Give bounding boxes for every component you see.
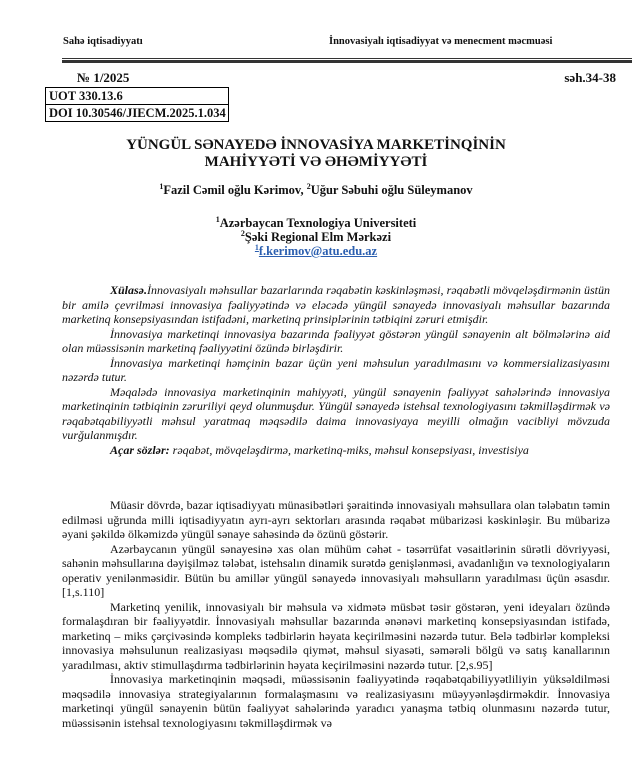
body-paragraph: Marketinq yenilik, innovasiyalı bir məhsula və xidmətə müsbət təsir göstərən, yeni ideyaları özündə formalaşdıran bir fəaliyyətdir. İnnovasiyalı məhsullar bazarında ənənəvi marketinq konsepsiyasından istifadə, marketinq – miks çərçivəsində kompleks tədbirlərin həyata keçirilməsini nəzərdə tutur. Belə tədbirlər kompleksi innovasiya məhsulunun realizasiyası məqsədilə qiymət, məhsul siyasəti, səmərəli bölgü və satış kanallarının yaradılması, aktiv stimullaşdırma tədbirlərinin həyata keçirilməsini nəzərdə tutur. [2,s.95] <box>62 599 610 672</box>
author-list <box>0 183 632 198</box>
abstract-paragraph: Məqalədə innovasiya marketinqinin mahiyyəti, yüngül sənayenin fəaliyyət sahələrində innovasiya marketinqinin tətbiqinin zəruriliyi qeyd olunmuşdur. Yüngül sənayedə istehsal texnologiyasını təkmilləşdirmək və rəqabətqabiliyyətli məhsul yaratmaq məqsədilə daima innovasiyaya meyilli olmağın vacibliyi mövzuda vurğulanmışdır. <box>62 384 610 442</box>
author-2: Uğur Səbuhi oğlu Süleymanov <box>310 183 473 197</box>
article-title <box>0 137 632 171</box>
header-rule <box>62 58 632 63</box>
body-paragraph: Müasir dövrdə, bazar iqtisadiyyatı münasibətləri şəraitində innovasiyalı məhsullara olan tələbatın təmin edilməsi uğrunda milli iqtisadiyyatın ayrı-ayrı sektorları arasında rəqabət mübarizəsi kəskinləşir. Bu mübarizə əyani şəkildə ölkəmizdə yüngül sənaye sahəsində də özünü göstərir. <box>62 498 610 541</box>
keywords <box>62 443 610 458</box>
author-1-sup: 1 <box>159 181 164 191</box>
affiliation-1-sup: 1 <box>215 214 220 224</box>
title-line-1: YÜNGÜL SƏNAYEDƏ İNNOVASİYA MARKETİNQİNİN <box>126 137 506 153</box>
author-1: Fazil Cəmil oğlu Kərimov, <box>163 183 304 197</box>
affiliation-1 <box>0 216 632 230</box>
article-body <box>62 498 610 730</box>
abstract-label: Xülasə. <box>110 283 148 297</box>
identifier-box <box>45 87 229 122</box>
author-2-sup: 2 <box>306 181 311 191</box>
doi-code: DOI 10.30546/JIECM.2025.1.034 <box>46 104 228 121</box>
page-range: səh.34-38 <box>564 70 616 85</box>
keywords-text: rəqabət, mövqeləşdirmə, marketinq-miks, məhsul konsepsiyası, investisiya <box>169 442 529 457</box>
affiliations <box>0 216 632 258</box>
abstract-paragraph: İnnovasiya marketinqi həmçinin bazar üçün yeni məhsulun yaradılmasını və kommersializasiyasını nəzərdə tutur. <box>62 355 610 384</box>
running-header-section: Sahə iqtisadiyyatı <box>63 36 143 47</box>
keywords-label: Açar sözlər: <box>110 442 170 457</box>
title-line-2: MAHİYYƏTİ VƏ ƏHƏMİYYƏTİ <box>204 154 428 170</box>
abstract <box>62 283 610 457</box>
uot-code: UOT 330.13.6 <box>49 89 123 103</box>
running-header-journal: İnnovasiyalı iqtisadiyyat və menecment məcmuəsi <box>329 36 553 47</box>
affiliation-2-sup: 2 <box>240 228 245 238</box>
email-line <box>0 244 632 258</box>
body-paragraph: Azərbaycanın yüngül sənayesinə xas olan mühüm cəhət - təsərrüfat vəsaitlərinin sürətli dövriyyəsi, sahənin məhsullarına dəyişilməz tələbat, istehsalın dinamik surətdə genişlənməsi, avadanlığın və texnologiyaların operativ yenilənməsidir. Bütün bu amillər yüngül sənayedə innovasiyalı məhsulların yaradılması üçün əsasdır. [1,s.110] <box>62 541 610 599</box>
body-paragraph: İnnovasiya marketinqinin məqsədi, müəssisənin fəaliyyətində rəqabətqabiliyyətliliyin yüksəldilməsi məqsədilə innovasiya strategiyalarının formalaşmasını və realizasiyasını müəyyənləşdirməkdir. İnnovasiya marketinqi yüngül sənayenin bütün fəaliyyət sahələrində yaradıcı yanaşma tətbiq olunmasını nəzərdə tutur, müəssisənin istehsal texnologiyasını təkmilləşdirmək və <box>62 672 610 730</box>
issue-number: № 1/2025 <box>77 70 130 85</box>
abstract-text-1: İnnovasiyalı məhsullar bazarlarında rəqabətin kəskinləşməsi, rəqabətli mövqeləşdirmənin üstün bir amilə çevrilməsi innovasiya fəaliyyətində və eləcədə yüngül sənayedə innovasiyalı məhsullar bazarında marketinq konsepsiyasından istifadəni, marketinq prinsiplərinin tətbiqini zəruri etmişdir. <box>62 283 610 326</box>
abstract-paragraph: İnnovasiya marketinqi innovasiya bazarında fəaliyyət göstərən yüngül sənayenin alt bölmələrinə aid olan müəssisənin marketinq fəaliyyətini özündə birləşdirir. <box>62 326 610 355</box>
affiliation-2 <box>0 230 632 244</box>
abstract-paragraph <box>62 283 610 327</box>
affiliation-1-name: Azərbaycan Texnologiya Universiteti <box>219 216 417 230</box>
email-sup: 1 <box>254 242 259 252</box>
email-link[interactable]: f.kerimov@atu.edu.az <box>258 244 378 258</box>
affiliation-2-name: Şəki Regional Elm Mərkəzi <box>244 230 392 244</box>
